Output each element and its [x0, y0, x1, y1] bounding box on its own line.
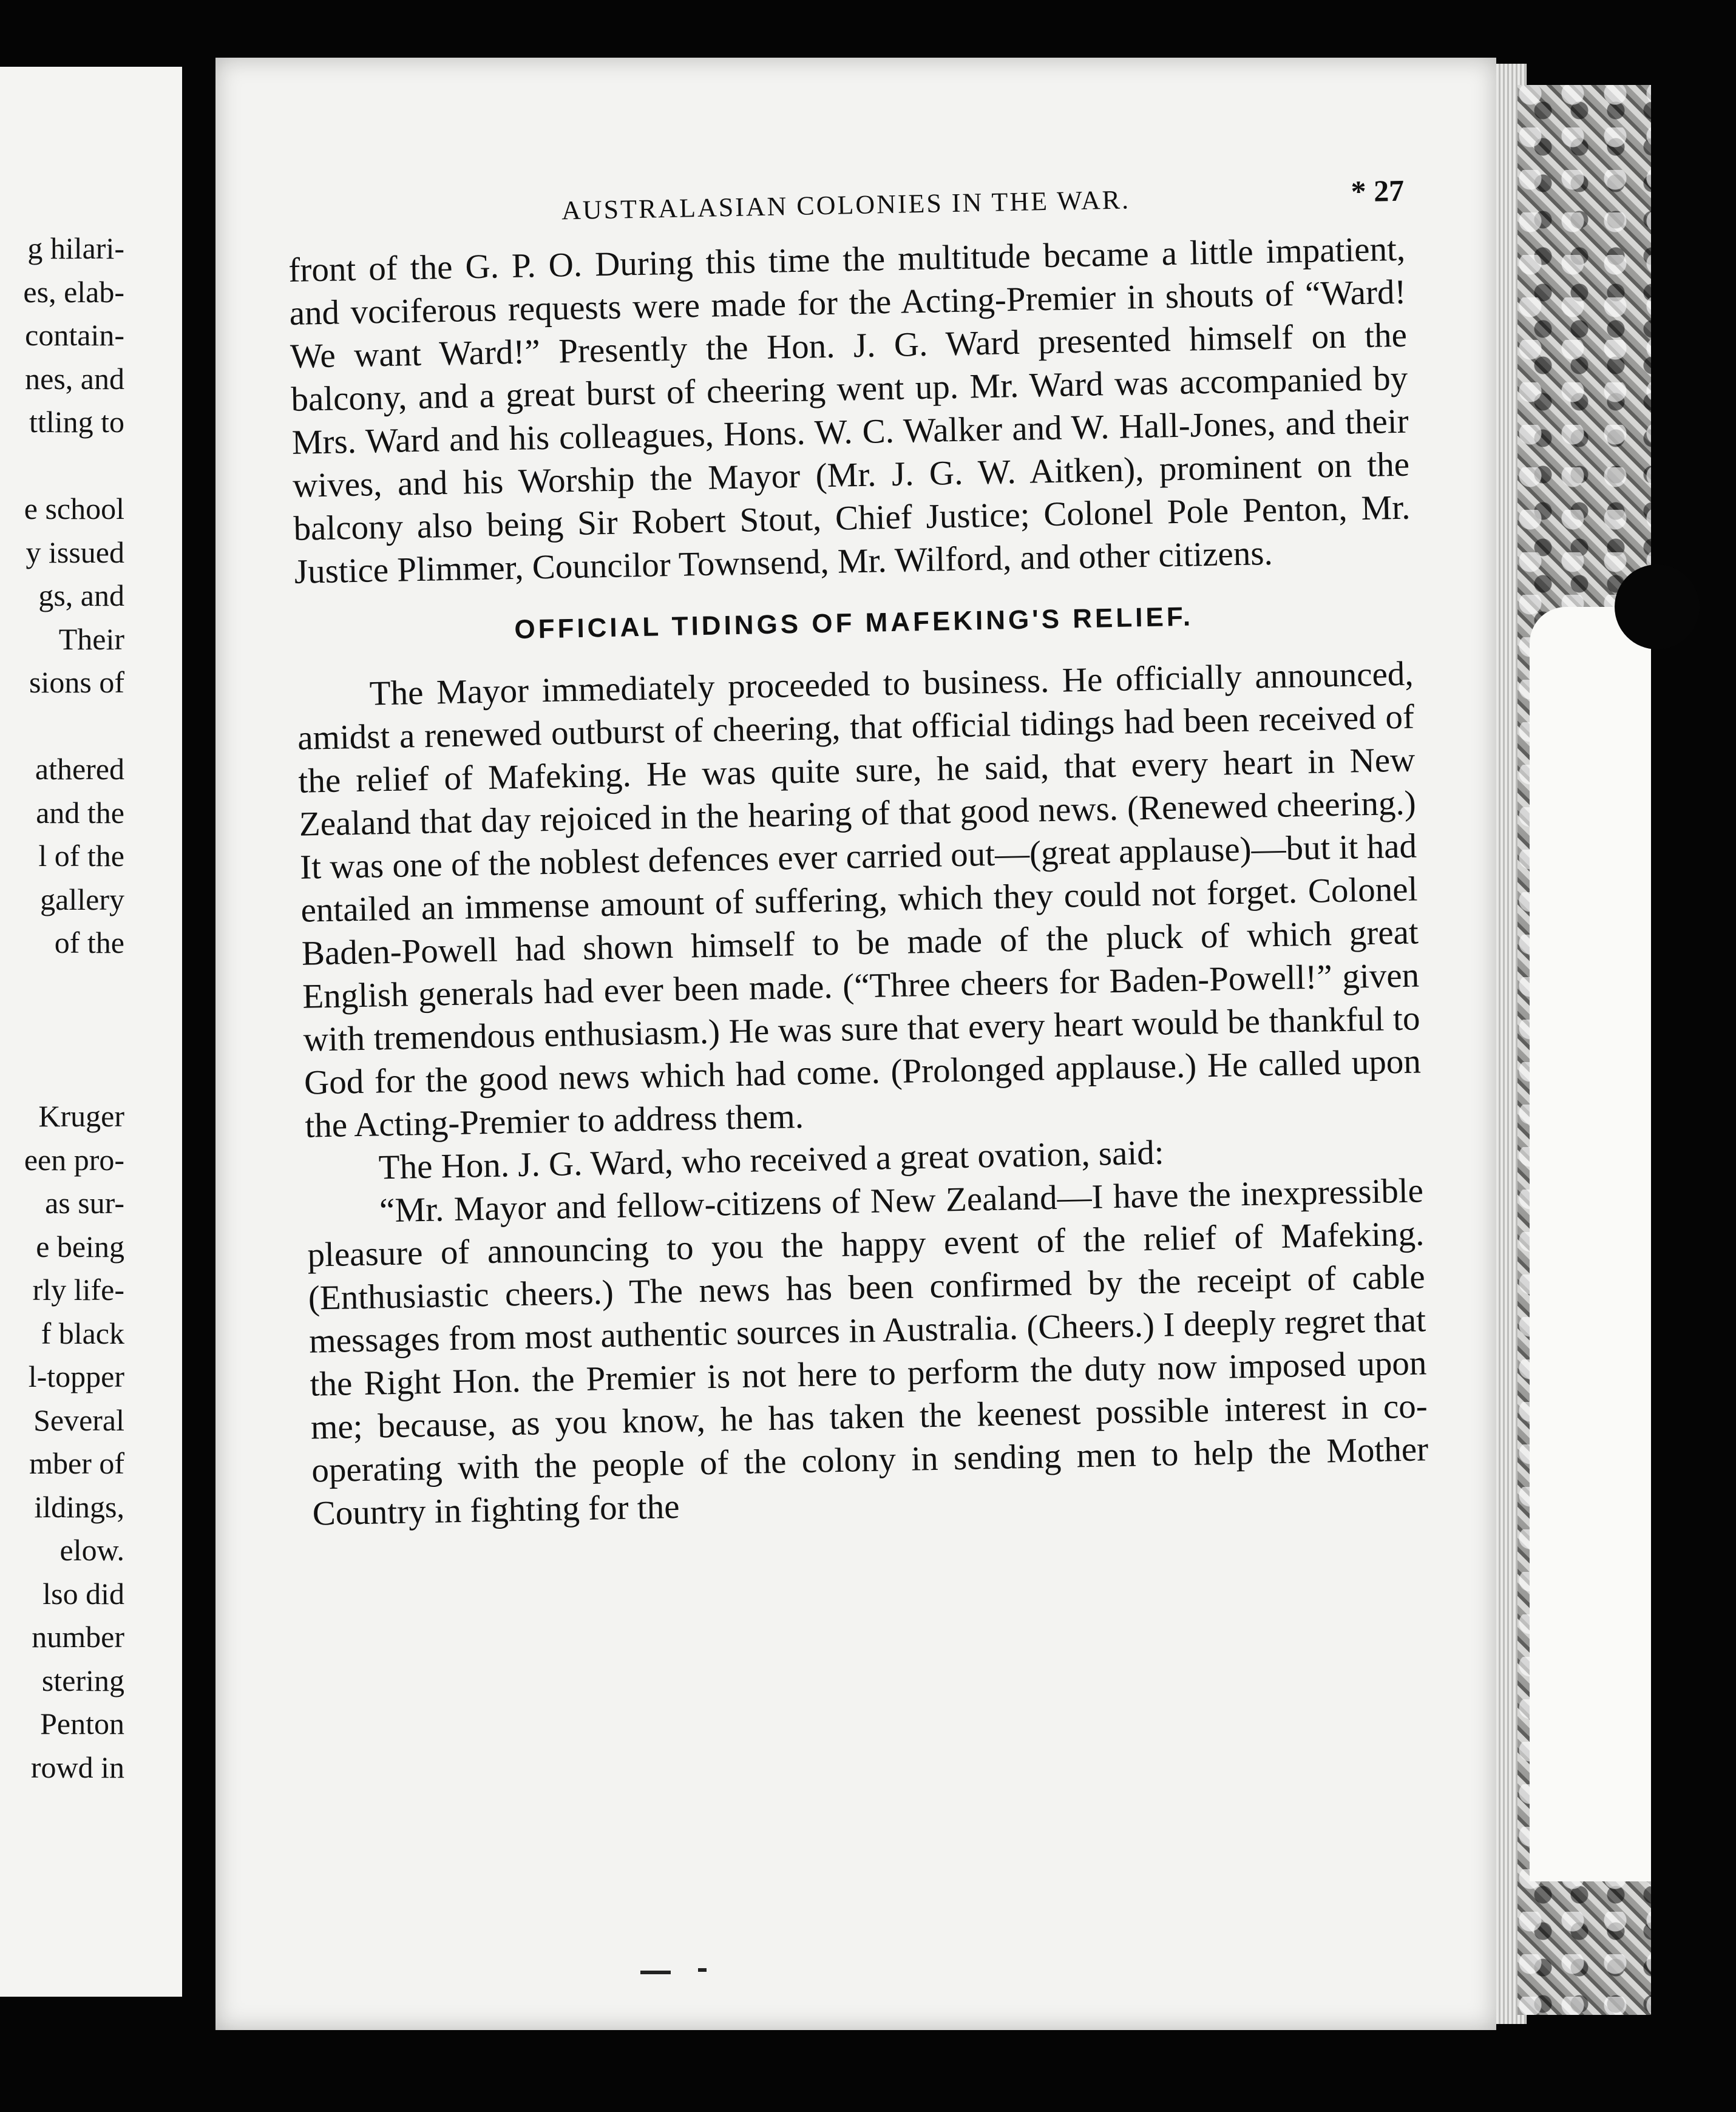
facing-page-line: gallery	[40, 882, 124, 916]
facing-page-line: Several	[33, 1403, 124, 1437]
page-foot-marks	[640, 1963, 725, 1988]
facing-page-left	[0, 67, 182, 1997]
facing-page-line: sions of	[29, 665, 124, 699]
facing-page-line: stering	[41, 1663, 124, 1697]
facing-page-line: l-topper	[28, 1359, 124, 1393]
facing-page-line: gs, and	[38, 578, 124, 612]
book-page	[215, 58, 1496, 2030]
facing-page-line: f black	[41, 1316, 124, 1350]
section-heading: OFFICIAL TIDINGS OF MAFEKING'S RELIEF.	[514, 601, 1194, 645]
page-number: * 27	[1351, 173, 1405, 209]
facing-page-line: e being	[36, 1229, 124, 1264]
facing-page-line: een pro-	[24, 1142, 124, 1177]
foot-mark	[698, 1968, 707, 1972]
facing-page-line: athered	[35, 752, 124, 786]
facing-page-line: y issued	[25, 535, 124, 569]
cover-flyleaf	[1530, 607, 1651, 1881]
paragraph-mayor: The Mayor immediately proceeded to business. He officially announced, amidst a renewed outburst of cheering, that official tidings had been received of the relief of Mafeking. He was quite sure, he said, that every heart in New Zealand that day rejoiced in the hearing of that good news. (Renewed cheering.) It was one of the noblest defences ever carried out—(great applause)—but it had entailed an immense amount of suffering, which they could not forget. Colonel Baden-Powell had shown himself to be made of the pluck of which great English generals had ever been made. (“Three cheers for Baden-Powell!” given with tremendous enthusiasm.) He was sure that every heart would be thankful to God for the good news which had come. (Prolonged applause.) He called upon the Acting-Premier to address them.	[297, 654, 1422, 1145]
facing-page-line: of the	[54, 926, 124, 960]
facing-page-line: ttling to	[29, 405, 124, 439]
facing-page-line: rly life-	[32, 1273, 124, 1307]
facing-page-line: nes, and	[25, 361, 124, 396]
facing-page-line: Kruger	[38, 1099, 124, 1133]
facing-page-line: rowd in	[30, 1750, 124, 1784]
facing-page-line: as sur-	[45, 1186, 124, 1220]
facing-page-line: elow.	[59, 1533, 124, 1567]
cover-notch	[1615, 564, 1700, 649]
facing-page-line: mber of	[29, 1446, 124, 1480]
paragraph-continued: front of the G. P. O. During this time the multitude became a little impatient, and vociferous requests were made for the Acting-Premier in shouts of “Ward! We want Ward!” Presently the Hon. J. G. Ward presented himself on the balcony, and a great burst of cheering went up. Mr. Ward was accompanied by Mrs. Ward and his colleagues, Hons. W. C. Walker and W. Hall-Jones, and their wives, and his Worship the Mayor (Mr. J. G. W. Aitken), prominent on the balcony also being Sir Robert Stout, Chief Justice; Colonel Pole Penton, Mr. Justice Plimmer, Councilor Townsend, Mr. Wilford, and other citizens.	[288, 229, 1411, 591]
facing-page-line: g hilari-	[27, 231, 124, 265]
facing-page-line: e school	[24, 492, 124, 526]
facing-page-line: contain-	[25, 318, 124, 352]
paragraph-ward-speech: “Mr. Mayor and fellow-citizens of New Zealand—I have the inexpressible pleasure of announcing to you the happy event of the relief of Mafeking. (Enthusiastic cheers.) The news has been confirmed by the receipt of cable messages from most authentic sources in Australia. (Cheers.) I deeply regret that the Right Hon. the Premier is not here to perform the duty now imposed upon me; because, as you know, he has taken the keenest possible interest in co-operating with the people of the colony in sending men to help the Mother Country in fighting for the	[307, 1171, 1429, 1533]
facing-page-line: l of the	[38, 839, 124, 873]
foot-mark	[640, 1971, 671, 1974]
facing-page-line: ildings,	[34, 1489, 124, 1524]
running-title: AUSTRALASIAN COLONIES IN THE WAR.	[561, 184, 1131, 226]
paragraph-ward-intro: The Hon. J. G. Ward, who received a great ovation, said:	[378, 1133, 1165, 1187]
facing-page-line: number	[32, 1620, 124, 1654]
facing-page-line: es, elab-	[23, 274, 124, 309]
facing-page-line: Their	[58, 621, 124, 656]
facing-page-line: Penton	[40, 1707, 124, 1741]
facing-page-line: lso did	[42, 1576, 124, 1611]
facing-page-line: and the	[36, 795, 124, 830]
page-content	[287, 173, 1429, 1535]
